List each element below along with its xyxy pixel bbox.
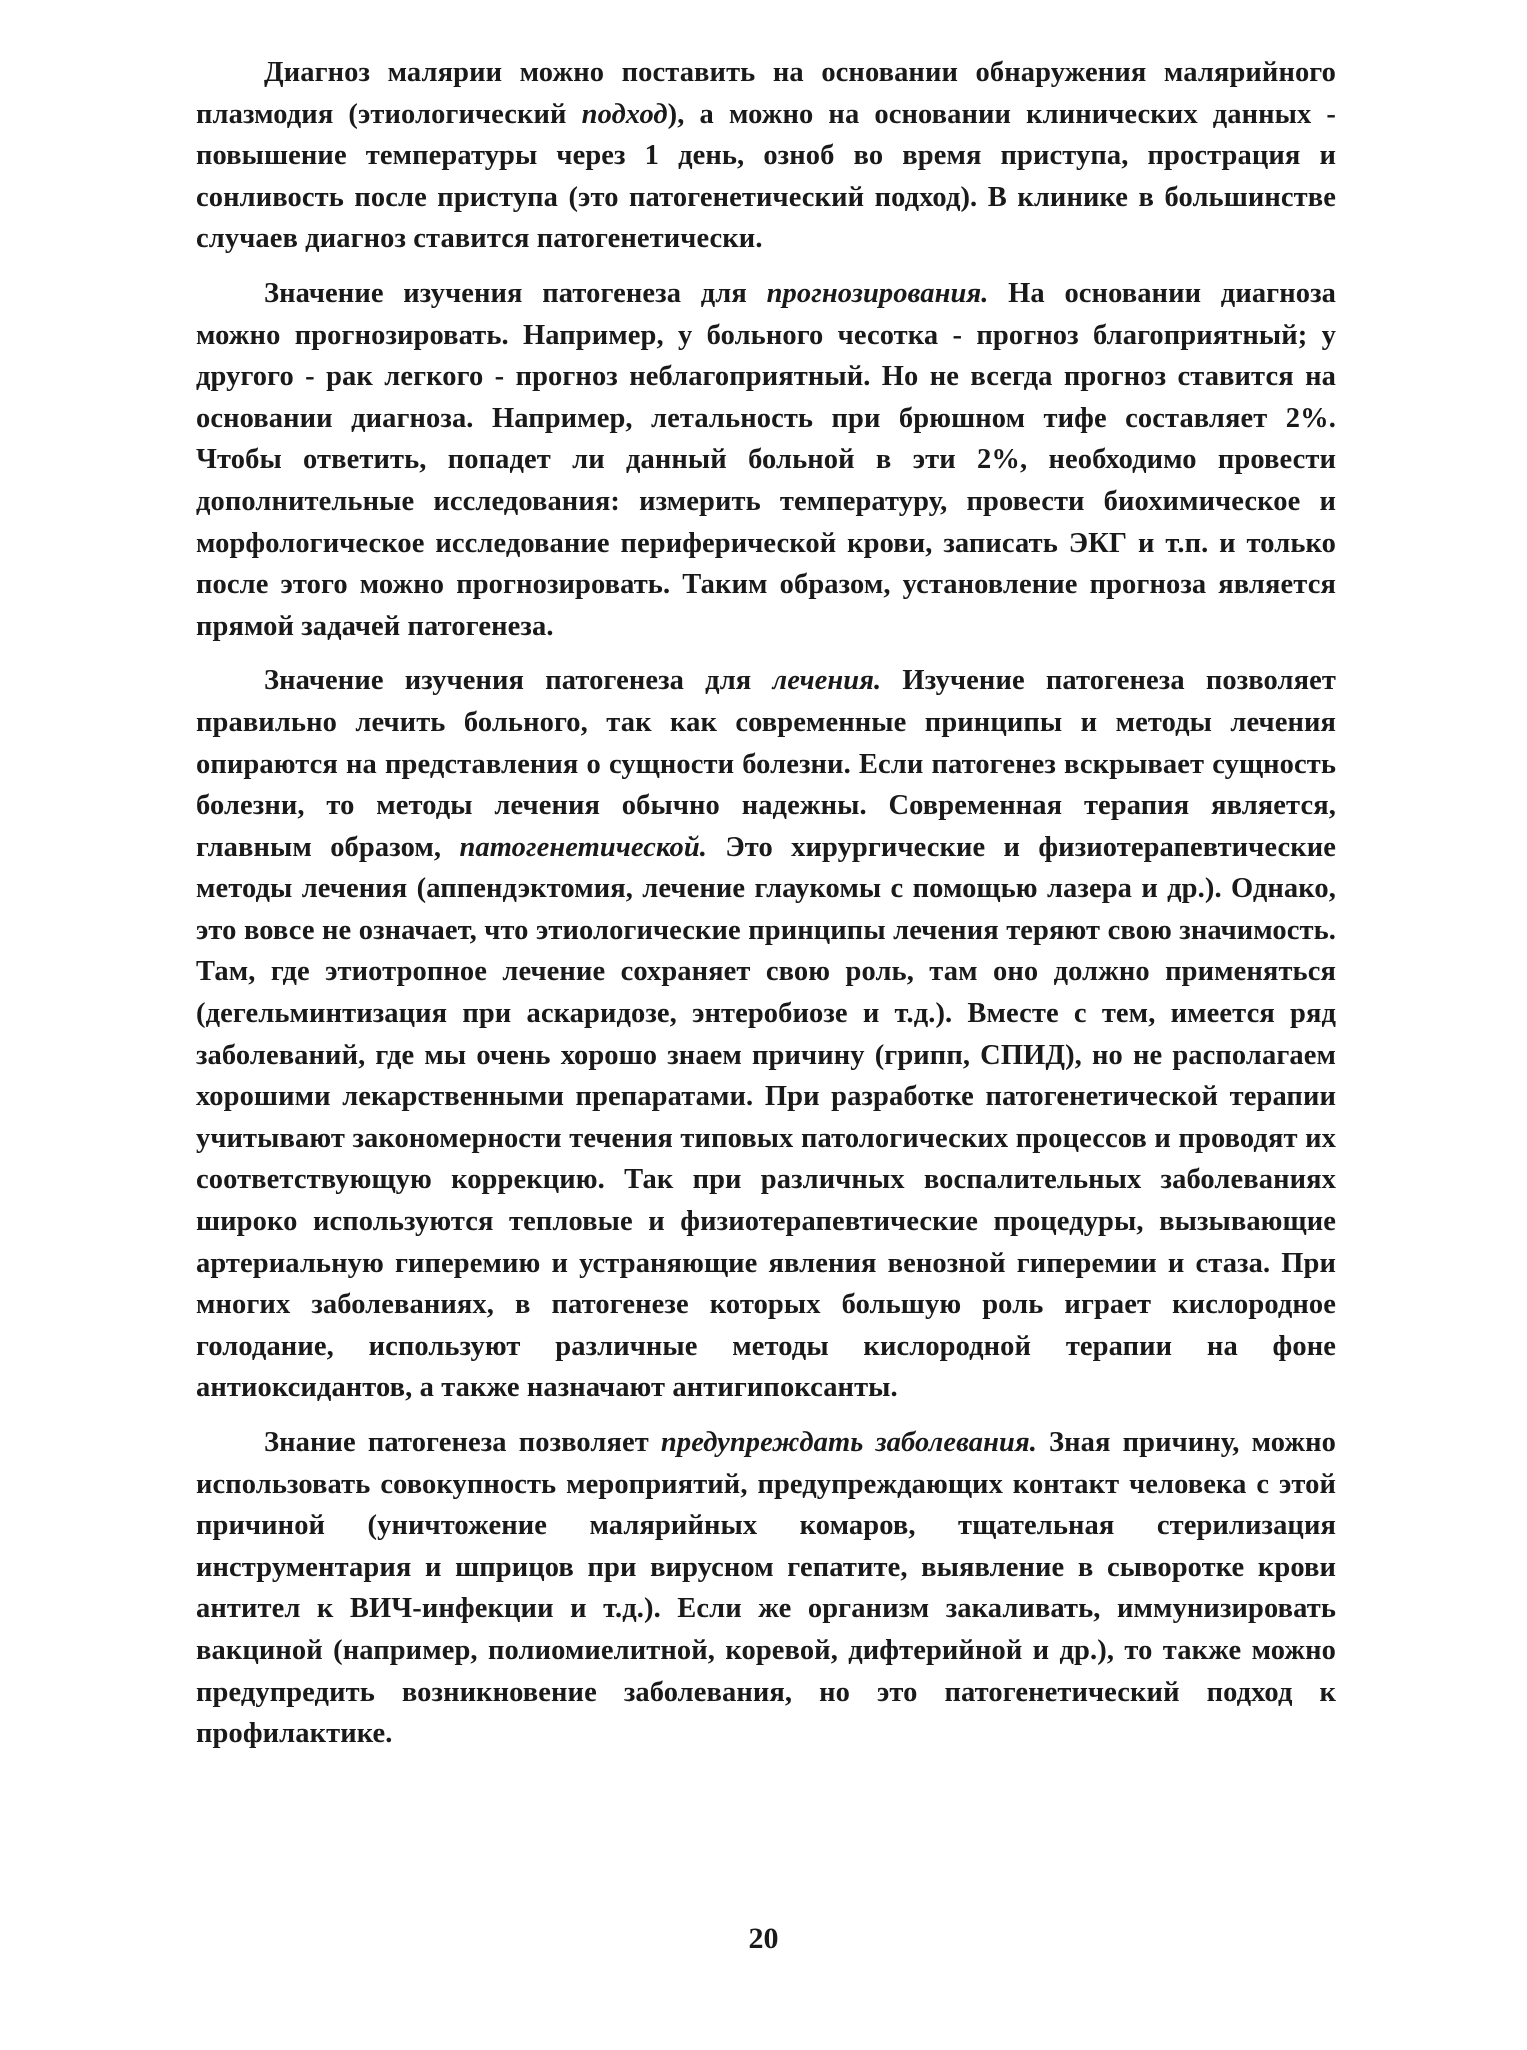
paragraph-text: ), а можно на основании клинических данных - повышение температуры через 1 день, озноб во время приступа, прострация и сонливость после приступа (это патогенетический подход). В клинике в большинстве случаев диагноз ставится патогенетически. [196,98,1336,255]
paragraph-text: Зная причину, можно использовать совокупность мероприятий, предупреждающих контакт человека с этой причиной (уничтожение малярийных комаров, тщательная стерилизация инструментария и шприцов при вирусном гепатите, выявление в сыворотке крови антител к ВИЧ-инфекции и т.д.). Если же организм закаливать, иммунизировать вакциной (например, полиомиелитной, коревой, дифтерийной и др.), то также можно предупредить возникновение заболевания, но это патогенетический подход к профилактике. [196,1427,1336,1750]
page-number: 20 [748,1922,779,1955]
paragraph-treatment [196,660,1336,1409]
emphasized-text: предупреждать заболевания. [660,1427,1037,1458]
paragraph-text: Значение изучения патогенеза для [264,277,767,309]
emphasized-text: лечения. [772,665,882,697]
paragraph-text: Знание патогенеза позволяет [264,1427,661,1458]
paragraph-text: На основании диагноза можно прогнозировать. Например, у больного чесотка - прогноз благоприятный; у другого - рак легкого - прогноз неблагоприятный. Но не всегда прогноз ставится на основании диагноза. Например, летальность при брюшном тифе составляет 2%. Чтобы ответить, попадет ли данный больной в эти 2%, необходимо провести дополнительные исследования: измерить температуру, провести биохимическое и морфологическое исследование периферической крови, записать ЭКГ и т.п. и только после этого можно прогнозировать. Таким образом, установление прогноза является прямой задачей патогенеза. [196,277,1337,642]
paragraph-diagnosis [196,52,1336,260]
body-text [196,52,1336,1768]
emphasized-text: патогенетической. [459,831,708,863]
paragraph-text: Это хирургические и физиотерапевтические методы лечения (аппендэктомия, лечение глаукомы с помощью лазера и др.). Однако, это вовсе не означает, что этиологические принципы лечения теряют свою значимость. Там, где этиотропное лечение сохраняет свою роль, там оно должно применяться (дегельминтизация при аскаридозе, энтеробиозе и т.д.). Вместе с тем, имеется ряд заболеваний, где мы очень хорошо знаем причину (грипп, СПИД), но не располагаем хорошими лекарственными препаратами. При разработке патогенетической терапии учитывают закономерности течения типовых патологических процессов и проводят их соответствующую коррекцию. Так при различных воспалительных заболеваниях широко используются тепловые и физиотерапевтические процедуры, вызывающие артериальную гиперемию и устраняющие явления венозной гиперемии и стаза. При многих заболеваниях, в патогенезе которых большую роль играет кислородное голодание, используют различные методы кислородной терапии на фоне антиоксидантов, а также назначают антигипоксанты. [196,831,1336,1404]
emphasized-text: подход [581,98,668,130]
paragraph-text: Изучение патогенеза позволяет правильно лечить больного, так как современные принципы и методы лечения опираются на представления о сущности болезни. Если патогенез вскрывает сущность болезни, то методы лечения обычно надежны. Современная терапия является, главным образом, [196,665,1336,863]
paragraph-text: Диагноз малярии можно поставить на основании обнаружения малярийного плазмодия (этиологический [196,57,1336,130]
paragraph-prognosis [196,273,1336,647]
emphasized-text: прогнозирования. [766,277,989,309]
paragraph-text: Значение изучения патогенеза для [264,665,773,697]
paragraph-prevention [196,1422,1336,1755]
